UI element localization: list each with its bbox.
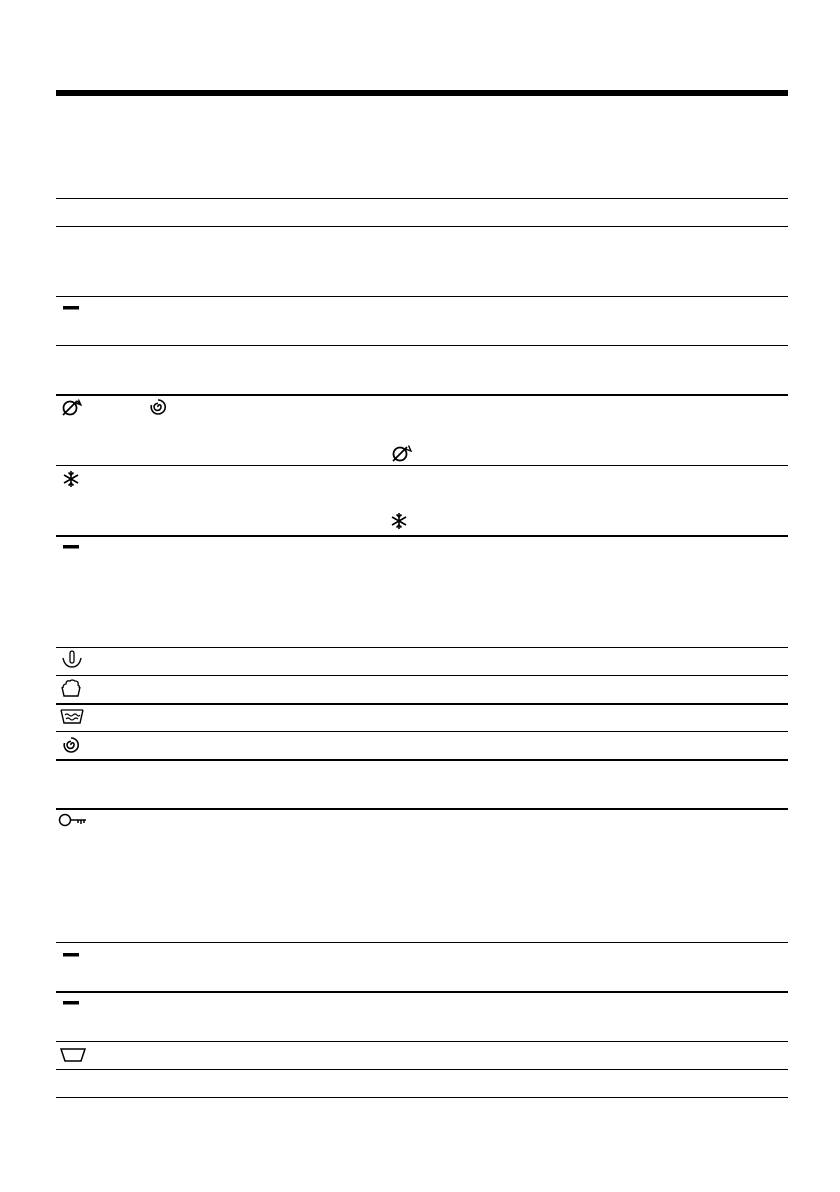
wash-tub-icon xyxy=(60,1046,86,1064)
table-row-separator xyxy=(56,991,788,993)
table-row-separator xyxy=(56,675,788,676)
table-row-separator xyxy=(56,1041,788,1042)
table-row-separator xyxy=(56,394,788,396)
table-row-separator xyxy=(56,759,788,761)
no-spin-icon xyxy=(60,397,84,417)
header-rule xyxy=(56,90,788,96)
table-row-separator xyxy=(56,1097,788,1098)
table-row-separator xyxy=(56,198,788,199)
no-spin-icon xyxy=(390,443,414,463)
table-row-separator xyxy=(56,345,788,346)
table-row-separator xyxy=(56,535,788,537)
spin-icon xyxy=(148,397,168,417)
table-row-separator xyxy=(56,1069,788,1070)
spin-icon xyxy=(61,735,81,755)
temperature-icon xyxy=(61,650,83,670)
table-row-separator xyxy=(56,808,788,810)
snowflake-icon xyxy=(62,470,80,488)
table-row-separator xyxy=(56,703,788,705)
snowflake-icon xyxy=(390,512,408,530)
key-icon xyxy=(58,812,88,828)
dash-icon xyxy=(63,306,79,311)
dash-icon xyxy=(63,953,79,958)
table-row-separator xyxy=(56,296,788,297)
dash-icon xyxy=(63,545,79,550)
table-row-separator xyxy=(56,647,788,648)
rinse-icon xyxy=(60,707,84,725)
table-row-separator xyxy=(56,226,788,227)
table-row-separator xyxy=(56,465,788,466)
table-row-separator xyxy=(56,942,788,943)
dash-icon xyxy=(63,1001,79,1006)
table-row-separator xyxy=(56,731,788,732)
prewash-icon xyxy=(60,678,82,698)
